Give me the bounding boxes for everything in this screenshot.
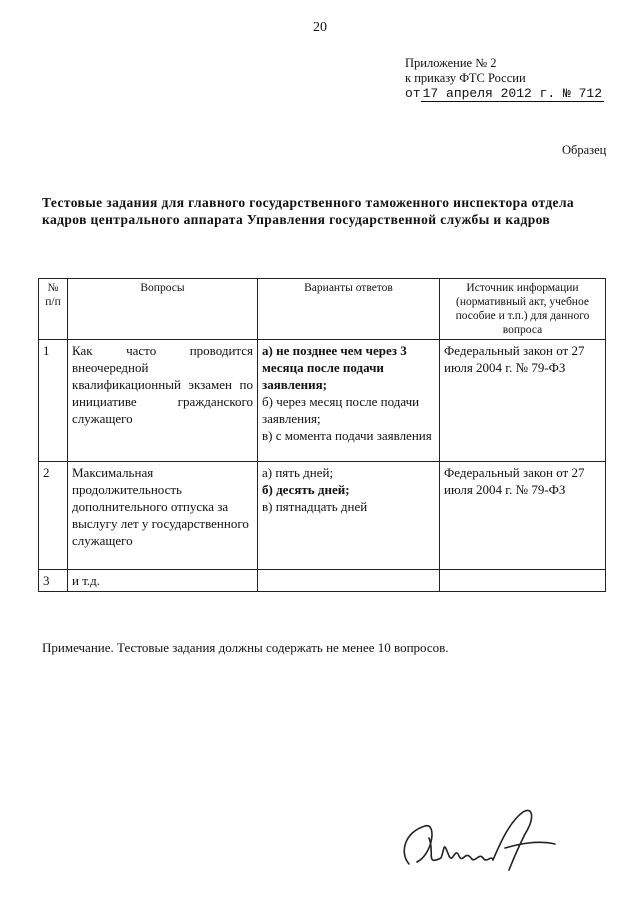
- row-answers: [258, 570, 440, 592]
- table-row: [39, 462, 606, 570]
- row-source: Федеральный закон от 27 июля 2004 г. № 79-ФЗ: [440, 340, 606, 462]
- row-question: Максимальная продолжительность дополнительного отпуска за выслугу лет у государственного служащего: [68, 462, 258, 570]
- answer-option: в) пятнадцать дней: [262, 499, 368, 514]
- row-num: 3: [39, 570, 68, 592]
- date-value: 17 апреля 2012 г. № 712: [422, 86, 603, 101]
- row-answers: [258, 340, 440, 462]
- document-title: Тестовые задания для главного государственного таможенного инспектора отдела кадров центрального аппарата Управления государственной службы и кадров: [42, 195, 575, 227]
- footnote: Примечание. Тестовые задания должны содержать не менее 10 вопросов.: [42, 640, 449, 655]
- date-prefix: от: [405, 86, 421, 101]
- header-answers: Варианты ответов: [258, 279, 440, 340]
- row-source: [440, 570, 606, 592]
- test-tasks-table: [38, 278, 606, 592]
- table-row: [39, 570, 606, 592]
- answer-option: б) через месяц после подачи заявления;: [262, 394, 420, 426]
- answer-option-correct: б) десять дней;: [262, 482, 350, 497]
- row-source: Федеральный закон от 27 июля 2004 г. № 79-ФЗ: [440, 462, 606, 570]
- answer-option: а) пять дней;: [262, 465, 334, 480]
- sample-label: Образец: [562, 143, 607, 157]
- header-source: Источник информации (нормативный акт, учебное пособие и т.п.) для данного вопроса: [440, 279, 606, 340]
- appendix-line-1: Приложение № 2: [405, 56, 497, 70]
- row-num: 1: [39, 340, 68, 462]
- row-num: 2: [39, 462, 68, 570]
- appendix-block: [405, 56, 604, 101]
- page-number: 20: [313, 20, 327, 35]
- table-header-row: [39, 279, 606, 340]
- answer-option-correct: а) не позднее чем через 3 месяца после подачи заявления;: [262, 343, 407, 392]
- row-question: и т.д.: [68, 570, 258, 592]
- header-num: № п/п: [39, 279, 68, 340]
- header-questions: Вопросы: [68, 279, 258, 340]
- appendix-line-2: к приказу ФТС России: [405, 71, 526, 85]
- row-question: Как часто проводится внеочередной квалификационный экзамен по инициативе гражданского служащего: [68, 340, 258, 462]
- appendix-date-line: [405, 86, 604, 101]
- table-row: [39, 340, 606, 462]
- signature-image: [395, 800, 565, 880]
- answer-option: в) с момента подачи заявления: [262, 428, 432, 443]
- row-answers: [258, 462, 440, 570]
